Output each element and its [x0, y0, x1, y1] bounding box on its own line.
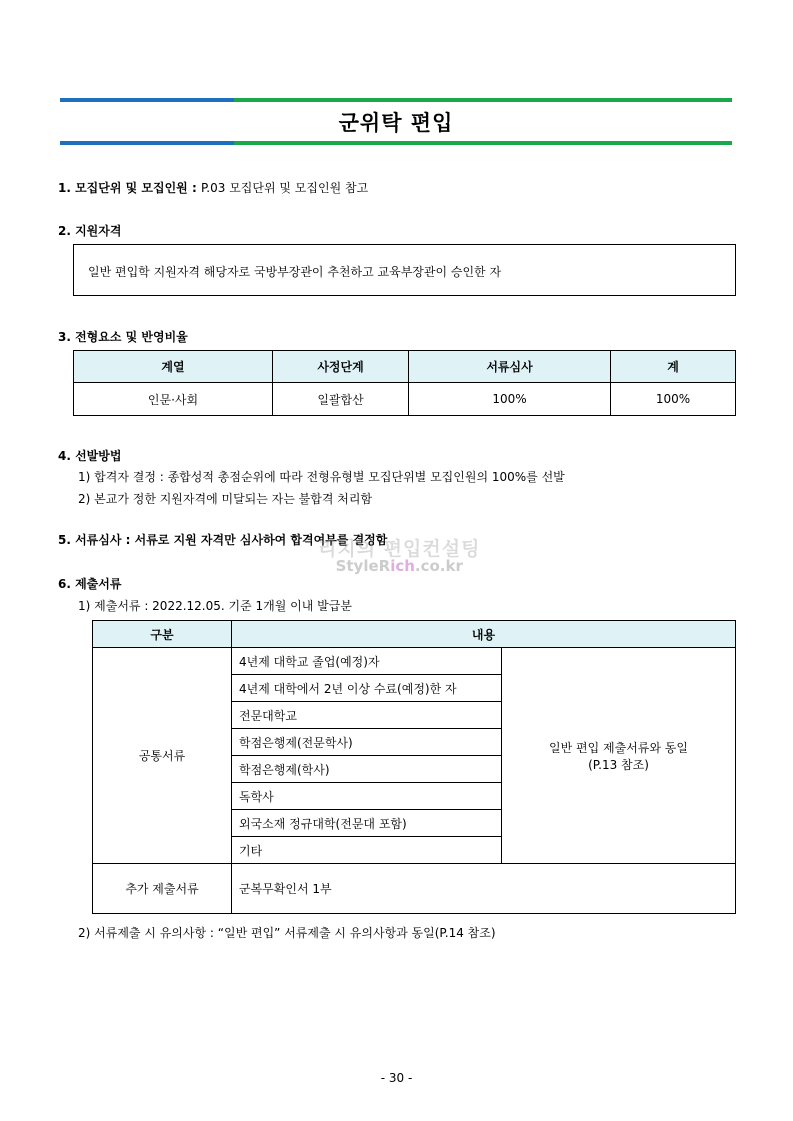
top-rule [60, 98, 732, 102]
list-item: 학점은행제(학사) [232, 756, 502, 783]
table-cell: 일괄합산 [273, 383, 409, 416]
table-cell: 100% [611, 383, 736, 416]
section-5-heading: 5. 서류심사 : 서류로 지원 자격만 심사하여 합격여부를 결정함 [58, 533, 388, 547]
section-6-item-1: 1) 제출서류 : 2022.12.05. 기준 1개월 이내 발급분 [78, 599, 352, 613]
section-2-heading: 2. 지원자격 [58, 224, 122, 238]
header-cell: 서류심사 [409, 351, 611, 383]
section-1-text: P.03 모집단위 및 모집인원 참고 [200, 181, 369, 195]
header-cell: 계열 [74, 351, 273, 383]
header-cell: 사정단계 [273, 351, 409, 383]
table-row [93, 648, 736, 675]
section-1 [58, 179, 368, 196]
table-row [93, 864, 736, 914]
table-row [74, 383, 736, 416]
bottom-rule [60, 141, 732, 145]
list-item: 기타 [232, 837, 502, 864]
header-cell: 구분 [93, 621, 232, 648]
watermark-line-1: 리치의 편입컨설팅 [318, 538, 481, 560]
list-item: 전문대학교 [232, 702, 502, 729]
extra-docs-label: 추가 제출서류 [93, 864, 232, 914]
documents-table [92, 620, 736, 914]
table-header-row [74, 351, 736, 383]
page-title: 군위탁 편입 [338, 111, 454, 135]
watermark [318, 534, 480, 575]
header-cell: 내용 [232, 621, 736, 648]
section-6-item-2: 2) 서류제출 시 유의사항 : “일반 편입” 서류제출 시 유의사항과 동일(P.14 참조) [78, 926, 496, 940]
qualification-box: 일반 편입학 지원자격 해당자로 국방부장관이 추천하고 교육부장관이 승인한 자 [73, 244, 736, 296]
table-header-row [93, 621, 736, 648]
table-cell: 인문·사회 [74, 383, 273, 416]
list-item: 4년제 대학에서 2년 이상 수료(예정)한 자 [232, 675, 502, 702]
section-1-heading: 1. 모집단위 및 모집인원 [58, 181, 188, 195]
section-1-separator: : [187, 181, 201, 195]
section-6-heading: 6. 제출서류 [58, 577, 122, 591]
section-4-heading: 4. 선발방법 [58, 449, 122, 463]
list-item: 외국소재 정규대학(전문대 포함) [232, 810, 502, 837]
list-item: 독학사 [232, 783, 502, 810]
page-number: - 30 - [380, 1071, 413, 1085]
section-3-heading: 3. 전형요소 및 반영비율 [58, 330, 188, 344]
evaluation-table [73, 350, 736, 416]
common-docs-label: 공통서류 [93, 648, 232, 864]
common-docs-note: 일반 편입 제출서류와 동일 (P.13 참조) [502, 648, 736, 864]
list-item: 4년제 대학교 졸업(예정)자 [232, 648, 502, 675]
table-cell: 100% [409, 383, 611, 416]
list-item: 학점은행제(전문학사) [232, 729, 502, 756]
watermark-line-2: StyleRich.co.kr [335, 557, 463, 575]
header-cell: 계 [611, 351, 736, 383]
extra-docs-value: 군복무확인서 1부 [232, 864, 736, 914]
section-4-item-2: 2) 본교가 정한 지원자격에 미달되는 자는 불합격 처리함 [78, 492, 373, 506]
section-4-item-1: 1) 합격자 결정 : 종합성적 총점순위에 따라 전형유형별 모집단위별 모집인원의 100%를 선발 [78, 470, 565, 484]
